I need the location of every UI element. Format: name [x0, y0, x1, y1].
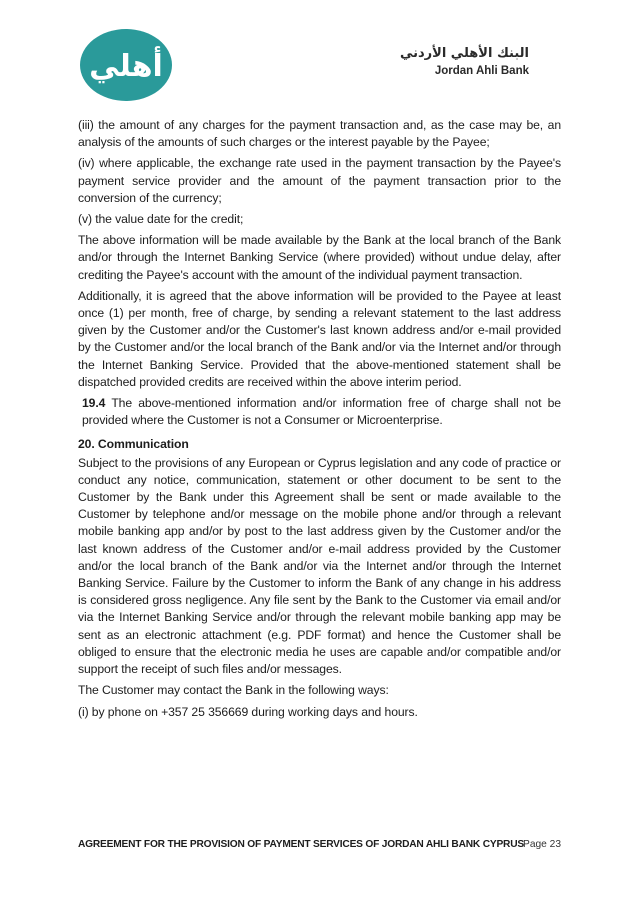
clause-number: 19.4	[82, 396, 106, 411]
paragraph-phone: (i) by phone on +357 25 356669 during working days and hours.	[78, 704, 418, 719]
page-number: Page 23	[523, 839, 561, 850]
paragraph-iii: (iii) the amount of any charges for the payment transaction and, as the case may be, an analysis of the amounts of such charges or the interest payable by the Payee;	[78, 118, 561, 150]
paragraph-v: (v) the value date for the credit;	[78, 212, 244, 227]
footer-title: AGREEMENT FOR THE PROVISION OF PAYMENT SERVICES OF JORDAN AHLI BANK CYPRUS	[78, 839, 524, 850]
clause-text: The above-mentioned information and/or information free of charge shall not be provided where the Customer is not a Consumer or Microenterprise.	[82, 396, 561, 428]
logo-text: أهلي	[89, 49, 163, 84]
document-body	[78, 117, 561, 725]
paragraph-availability: The above information will be made available by the Bank at the local branch of the Bank and/or through the Internet Banking Service (where provided) without undue delay, after crediting the Payee's account with the amount of the individual payment transaction.	[78, 233, 561, 282]
clause-19-4	[78, 395, 561, 429]
bank-name-block	[400, 46, 529, 78]
paragraph-communication: Subject to the provisions of any European or Cyprus legislation and any code of practice or conduct any notice, communication, statement or other document to be sent to the Customer by the Bank under this Agreement shall be sent or made available to the Customer by telephone and/or message on the mobile phone and/or through a relevant mobile banking app and/or by post to the last address given by the Customer and/or the last known address of the Customer and/or e-mail address provided by the Customer and/or the local branch of the Bank and/or via the Internet and/or through the Internet Banking Service. Failure by the Customer to inform the Bank of any change in his address is considered gross negligence. Any file sent by the Bank to the Customer via email and/or via the Internet Banking Service and/or through the relevant mobile banking app may be sent as an electronic attachment (e.g. PDF format) and hence the Customer shall be obliged to ensure that the electronic media he uses are capable and/or compatible and/or support the receipt of such files and/or messages.	[78, 455, 561, 677]
bank-name-english: Jordan Ahli Bank	[434, 65, 529, 77]
paragraph-monthly-statement: Additionally, it is agreed that the above information will be provided to the Payee at least once (1) per month, free of charge, by sending a relevant statement to the last address given by the Customer and/or the Customer's last known address and/or e-mail provided by the Customer and/or the local branch of the Bank and/or via the Internet and/or through the Internet Banking Service. Provided that the above-mentioned statement shall be dispatched provided credits are received within the above interim period.	[78, 288, 561, 389]
ahli-logo	[80, 29, 172, 101]
bank-name-arabic: البنك الأهلي الأردني	[399, 46, 529, 61]
section-heading: 20. Communication	[78, 437, 189, 452]
paragraph-contact-ways: The Customer may contact the Bank in the following ways:	[78, 683, 389, 698]
paragraph-iv: (iv) where applicable, the exchange rate used in the payment transaction by the Payee's payment service provider and the amount of the payment transaction prior to the conversion of the currency;	[78, 156, 561, 205]
